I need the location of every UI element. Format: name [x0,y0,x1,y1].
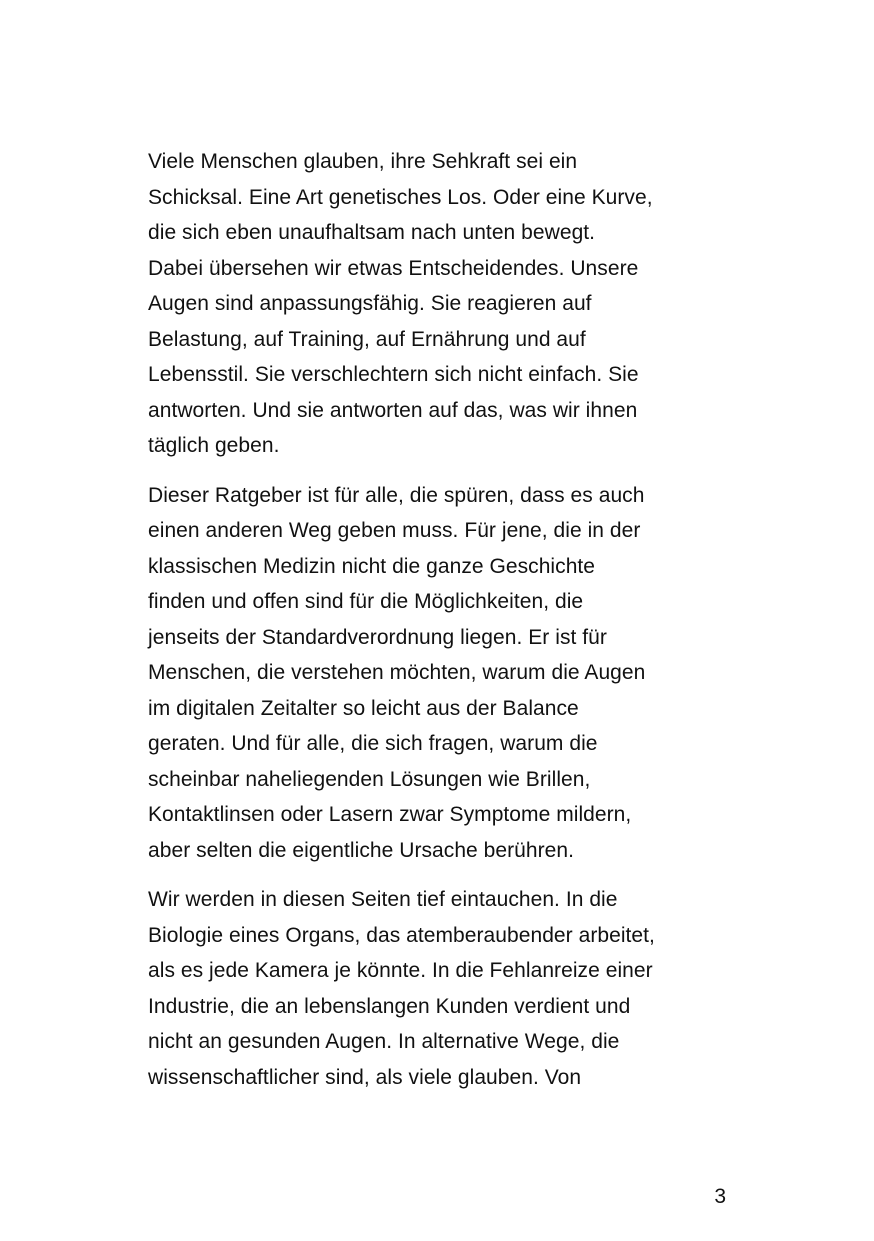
text-line: Biologie eines Organs, das atemberaubender arbeitet, [148,923,655,947]
text-line: einen anderen Weg geben muss. Für jene, die in der [148,519,641,542]
text-line: Lebensstil. Sie verschlechtern sich nicht einfach. Sie [148,363,639,386]
text-line: scheinbar naheliegenden Lösungen wie Brillen, [148,767,591,791]
text-line: im digitalen Zeitalter so leicht aus der Balance [148,696,579,720]
text-line: Augen sind anpassungsfähig. Sie reagieren auf [148,292,592,315]
text-line: Viele Menschen glauben, ihre Sehkraft sei ein [148,150,578,173]
text-line: Dieser Ratgeber ist für alle, die spüren, dass es auch [148,483,645,507]
text-line: Kontaktlinsen oder Lasern zwar Symptome mildern, [148,803,632,826]
text-line: täglich geben. [148,434,280,457]
text-line: finden und offen sind für die Möglichkeiten, die [148,590,584,613]
text-line: klassischen Medizin nicht die ganze Geschichte [148,554,596,578]
paragraph-1 [148,144,738,464]
page-number: 3 [714,1185,726,1208]
text-line: Menschen, die verstehen möchten, warum die Augen [148,661,646,684]
text-line: antworten. Und sie antworten auf das, was wir ihnen [148,398,638,422]
body-text [148,144,738,1109]
text-line: Belastung, auf Training, auf Ernährung und auf [148,327,586,351]
text-line: die sich eben unaufhaltsam nach unten bewegt. [148,221,596,244]
text-line: Schicksal. Eine Art genetisches Los. Oder eine Kurve, [148,185,653,209]
text-line: aber selten die eigentliche Ursache berühren. [148,838,575,862]
paragraph-2 [148,478,738,869]
text-line: nicht an gesunden Augen. In alternative Wege, die [148,1030,620,1053]
text-line: geraten. Und für alle, die sich fragen, warum die [148,732,598,755]
text-line: als es jede Kamera je könnte. In die Fehlanreize einer [148,959,653,982]
text-line: jenseits der Standardverordnung liegen. Er ist für [148,625,607,649]
text-line: wissenschaftlicher sind, als viele glauben. Von [148,1065,582,1089]
paragraph-3 [148,882,738,1095]
text-line: Industrie, die an lebenslangen Kunden verdient und [148,994,631,1018]
text-line: Dabei übersehen wir etwas Entscheidendes. Unsere [148,256,639,280]
text-line: Wir werden in diesen Seiten tief eintauchen. In die [148,888,618,911]
